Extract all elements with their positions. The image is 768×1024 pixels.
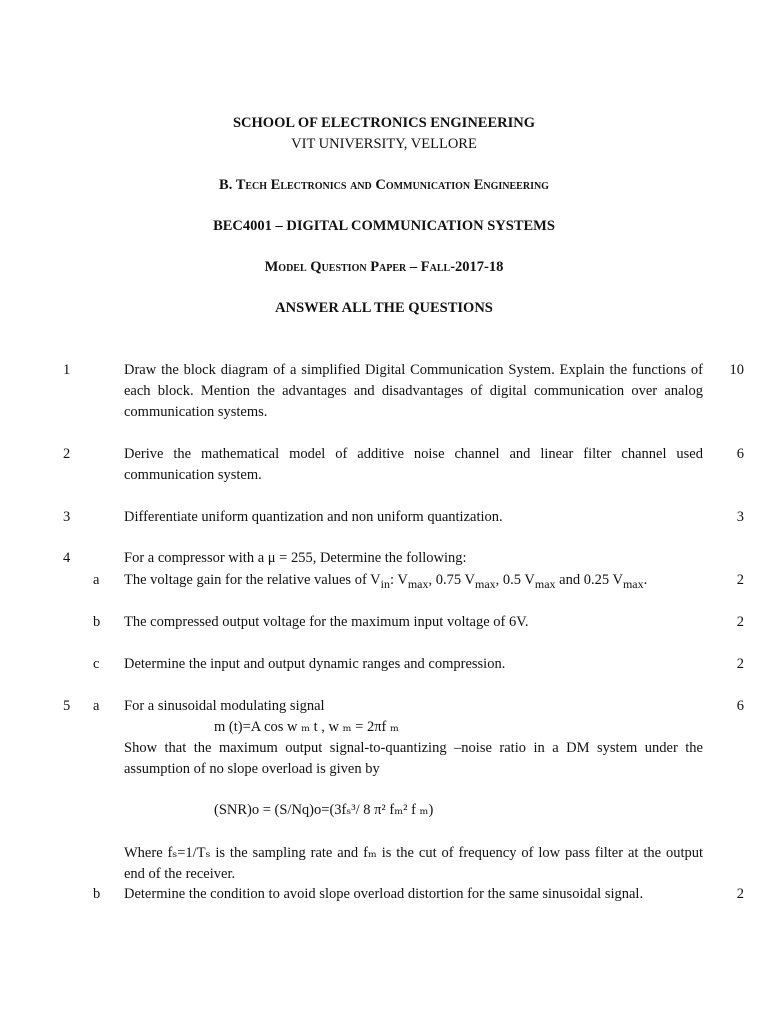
subpart-label: b	[93, 886, 101, 902]
question-text: Draw the block diagram of a simplified Digital Communication System. Explain the functions of each block. Mention the advantages and disadvantages of digital communication over analog communication systems.	[124, 362, 703, 420]
subpart-text: Where fₛ=1/Tₛ is the sampling rate and fₘ is the cut of frequency of low pass filter at the output end of the receiver.	[124, 845, 703, 882]
subpart-text: The voltage gain for the relative values of $V_{in}$: $V_{max}$, 0.75 $V_{max}$, 0.5 $V_{max}$ and 0.25 $V_{max}$.	[124, 572, 648, 591]
question-number: 3	[63, 509, 71, 525]
formula: (SNR)o = (S/Nq)o=(3fₛ³/ 8 π² fₘ² f ₘ)	[214, 802, 434, 818]
subpart-text: The compressed output voltage for the maximum input voltage of 6V.	[124, 614, 529, 630]
question-text: Derive the mathematical model of additive noise channel and linear filter channel used communication system.	[124, 446, 703, 483]
course-title: BEC4001 – DIGITAL COMMUNICATION SYSTEMS	[213, 218, 555, 234]
question-text: For a compressor with a μ = 255, Determine the following:	[124, 550, 467, 566]
question-marks: 3	[736, 509, 744, 525]
subpart-text: Show that the maximum output signal-to-quantizing –noise ratio in a DM system under the assumption of no slope overload is given by	[124, 740, 703, 777]
instruction: ANSWER ALL THE QUESTIONS	[275, 300, 493, 316]
subpart-text: Determine the condition to avoid slope overload distortion for the same sinusoidal signal.	[124, 886, 644, 902]
question-text: Differentiate uniform quantization and non uniform quantization.	[124, 509, 503, 525]
question-number: 2	[63, 446, 71, 462]
question-number: 5	[63, 698, 71, 714]
subpart-label: b	[93, 614, 101, 630]
university-name: VIT UNIVERSITY, VELLORE	[291, 136, 477, 152]
school-name: SCHOOL OF ELECTRONICS ENGINEERING	[232, 115, 535, 131]
subpart-label: a	[93, 572, 100, 588]
subpart-marks: 2	[736, 572, 744, 588]
subpart-label: c	[93, 656, 100, 672]
program-name: B. Tech Electronics and Communication Engineering	[219, 177, 549, 193]
subpart-marks: 2	[736, 656, 744, 672]
question-number: 1	[63, 362, 71, 378]
paper-title: Model Question Paper – Fall-2017-18	[264, 259, 504, 275]
subpart-marks: 6	[736, 698, 744, 714]
subpart-marks: 2	[736, 614, 744, 630]
formula: m (t)=A cos w ₘ t , w ₘ = 2πf ₘ	[214, 719, 399, 735]
question-number: 4	[63, 550, 71, 566]
subpart-label: a	[93, 698, 100, 714]
question-marks: 6	[736, 446, 744, 462]
subpart-text: Determine the input and output dynamic ranges and compression.	[124, 656, 506, 672]
subpart-marks: 2	[736, 886, 744, 902]
question-marks: 10	[729, 362, 744, 378]
subpart-text: For a sinusoidal modulating signal	[124, 698, 325, 714]
